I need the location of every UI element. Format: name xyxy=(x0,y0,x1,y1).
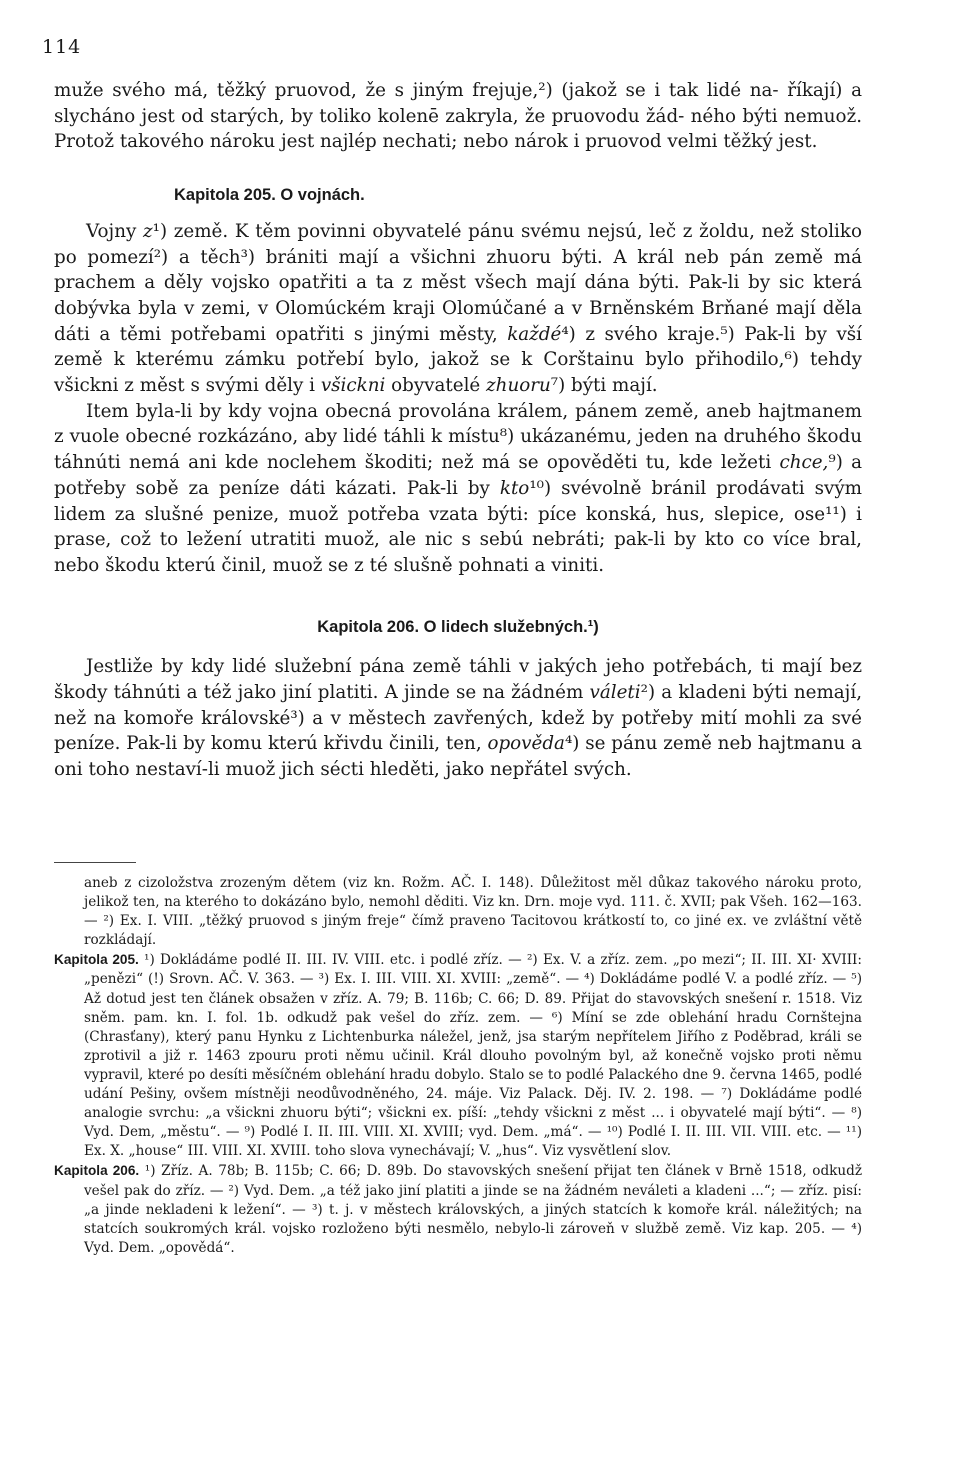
italic-word: kto xyxy=(499,477,530,499)
text-run: Jestliže by kdy lidé služební pána země táhli v jakých jeho potřebách, ti mají bez škody táhnúti a též jako jiní platiti. A jinde se na žádném xyxy=(54,656,862,704)
italic-word: každé xyxy=(507,323,562,345)
italic-word: opověda xyxy=(487,733,565,755)
text-run: Item byla-li by kdy vojna obecná provolána králem, pánem země, aneb hajtmanem z vuole obecné rozkázáno, aby lidé táhli k místu⁸) ukázanému, jeden na druhého škodu táhnúti nemá ani kde noclehem škoditi; než má se opověděti tu, kde ležeti xyxy=(54,400,862,474)
footnote-text: ¹) Dokládáme podlé II. III. IV. VIII. etc. i podlé zříz. — ²) Ex. V. a zříz. zem. „po mezi“; II. III. XI· XVIII: „penězi“ (!) Srovn. AČ. V. 363. — ³) Ex. I. III. VIII. XI. XVIII: „země“. — ⁴) Dokládáme podlé V. a podlé zříz. — ⁵) Až dotud jest ten článek obsažen v zříz. A. 79; B. 116b; C. 66; D. 89. Přijat do stavovských snešení r. 1518. Viz sněm. pam. kn. I. fol. 1b. odkudž pak vešel do zříz. zem. — ⁶) Míní se zde oblehání hradu Cornštejna (Chrasťany), který panu Hynku z Lichtenburka náležel, jenž, jsa starým nepřítelem Jiřího z Poděbrad, králi se zprotivil a již r. 1463 zpouru proti němu učinil. Král dlouho povolným byl, až konečně vojsko proti němu vypravil, které po desíti měsíčném oblehání hradu dobylo. Stalo se to podlé Palackého dne 9. června 1465, podlé udání Pešiny, ovšem místněji neodůvodněného, 24. máje. Viz Palack. Děj. IV. 2. 198. — ⁷) Dokládáme podlé analogie svrchu: „a všickni zhuoru býti“; všickni ex. píší: „tehdy všickni z měst ... i obyvatelé mají býti“. — ⁸) Vyd. Dem, „městu“. — ⁹) Podlé I. II. III. VIII. XI. XVIII; vyd. Dem. „má“. — ¹⁰) Podlé I. II. III. VII. VIII. etc. — ¹¹) Ex. X. „house“ III. VIII. XI. XVIII. toho slova vynechávají; V. „hus“. Viz vysvětlení slov. xyxy=(84,952,863,1160)
text-run: ⁴) z svého kraje.⁵) Pak-li by vší země k kterému zámku potřebí bylo, jakož se k Corštainu bylo přihodilo,⁶) tehdy všicknі z měst s svými děly i xyxy=(54,323,862,397)
footnote-continuation: aneb z cizoložstva zrozeným dětem (viz kn. Rožm. AČ. I. 148). Důležitost měl důkaz takového nároku proto, jelikož ten, na kterého to dokázáno bylo, nemohl děditi. Viz kn. Drn. moje vyd. 111. č. XVII; pak Všeh. 162—163. — ²) Ex. I. VIII. „těžký pruovod s jiným freje“ čímž praveno Tacitovou krátkostí to, co jiné ex. ve zvláštní větě rozkládají. xyxy=(84,875,862,949)
italic-word: všickni xyxy=(320,375,386,397)
text-line: muže svého má, těžký pruovod, že s jiným frejuje, xyxy=(54,80,539,101)
footnotes-chapter-206 xyxy=(54,1161,862,1257)
text-run: ¹) země. K těm povinni obyvatelé pánu svému nejsú, leč z žoldu, než stoliko po pomezí²) a těch³) brániti mají a všichni zhuoru býti. A král neb pán země má prachem a děly vojsko opatřiti a ta z měst všech mají dána býti. Pak-li by sic která dobývka byla v zemi, v Olomúckém kraji Olomúčané a v Brněnském Brňané mají děla dáti a těmi potřebami opatřiti s jinými městy, xyxy=(54,220,862,345)
italic-word: váleti xyxy=(589,682,641,704)
paragraph-jestlize xyxy=(54,654,862,783)
italic-word: zhuoru xyxy=(486,375,551,397)
text-run: ²) a kladeni býti nemají, než na komoře královské³) a v městech zavřených, kdež by potřeby mití mohli za své peníze. Pak-li by komu kterú křivdu činili, ten, xyxy=(54,682,863,755)
text-run: ⁴) se pánu země neb hajtmanu a oni toho nestaví-li muož jich sécti hleděti, jako nepřátel svých. xyxy=(54,733,862,781)
text-run: ¹⁰) svévolně bránil prodávati svým lidem za slušné penize, muož potřeba vzata býti: píce konská, hus, slepice, ose¹¹) i prase, což to ležení utratiti muož, ale nic s sebú nebráti; pak-li by kto co více bral, nebo škodu kterú činil, muož se z té slušně pohnati a viniti. xyxy=(54,477,862,576)
main-text xyxy=(54,78,862,783)
chapter-heading-205: Kapitola 205. O vojnách. xyxy=(174,186,365,205)
text-line: ného býti nemuož. Protož takového nároku jest najlép nechati; nebo nárok xyxy=(54,105,863,153)
text-line: říkají) a slycháno jest od starých, by toliko kolenē zakryla, že pruovodu žád- xyxy=(54,80,863,127)
footnote-text: ¹) Zříz. A. 78b; B. 115b; C. 66; D. 89b. Do stavovských snešení přijat ten článek v Brně 1518, odkudž vešel pak do zříz. — ²) Vyd. Dem. „a též jako jiní platiti a jinde se na žádném neváleti a kladeni ...“; — zříz. pisí: „a jinde nekladeni k ležení“. — ³) t. j. v městech královských, a jiných statcích k komoře král. náležitých; na statcích soukromých král. vojsko rozloženo býti nesmělo, nebylo-li zároveň v službě země. Viz kap. 205. — ⁴) Vyd. Dem. „opovědá“. xyxy=(84,1163,862,1256)
footnotes-chapter-205 xyxy=(54,950,862,1161)
text-run: ⁷) býti mají. xyxy=(550,375,658,397)
footnote-label: Kapitola 206. xyxy=(54,1163,140,1179)
text-line: i pruovod velmi těžký jest. xyxy=(573,131,818,153)
text-run: Vojny xyxy=(86,220,143,242)
text-run: ⁹) a potřeby sobě za peníze dáti kázati. Pak-li by xyxy=(54,452,863,499)
text-line: ²) (jakož se i tak lidé na- xyxy=(538,80,779,101)
chapter-heading-206: Kapitola 206. O lidech služebných.¹) xyxy=(317,617,599,636)
footnotes xyxy=(54,874,862,1258)
footnote-label: Kapitola 205. xyxy=(54,952,139,968)
italic-word: z xyxy=(142,220,153,242)
footnote-divider xyxy=(54,862,136,863)
text-run: obyvatelé xyxy=(385,375,487,397)
paragraph-continuation xyxy=(54,78,862,155)
italic-word: chce, xyxy=(779,452,829,474)
paragraph-vojny xyxy=(54,219,862,399)
paragraph-item xyxy=(54,399,862,579)
page-number: 114 xyxy=(42,36,82,58)
